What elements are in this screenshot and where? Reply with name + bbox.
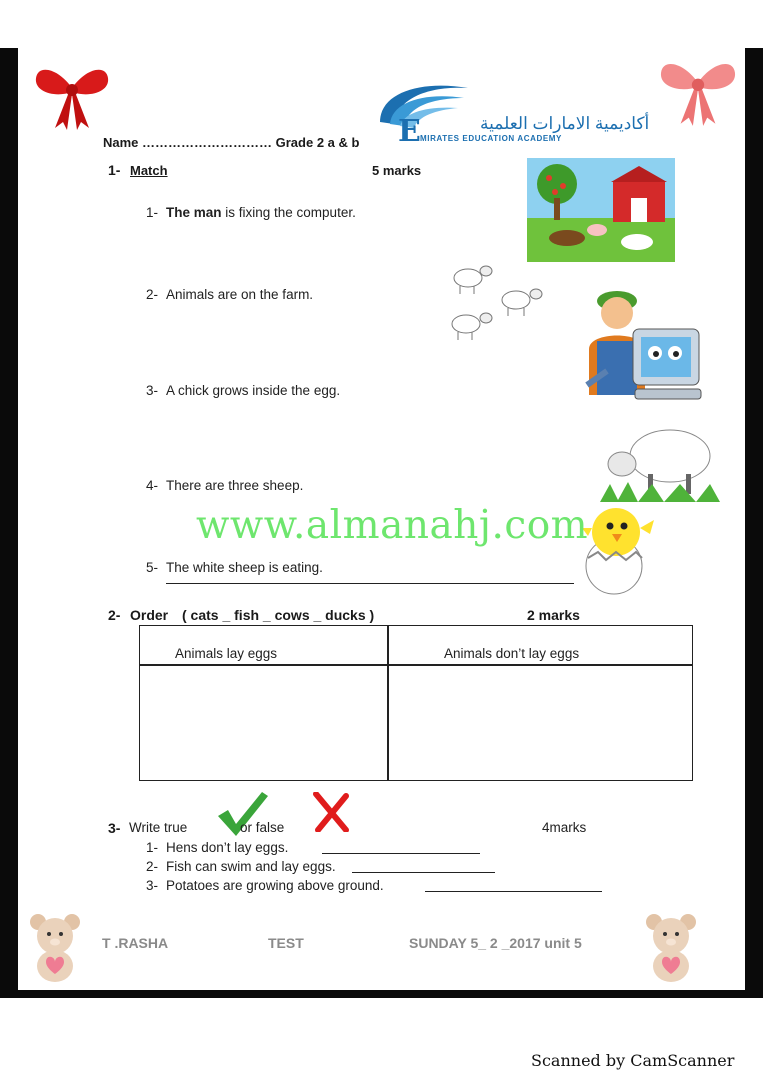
section3-title-false: or false bbox=[240, 820, 285, 835]
three-sheep-picture-icon bbox=[440, 256, 555, 344]
item-number: 5- bbox=[146, 560, 159, 575]
logo-letter: E bbox=[398, 114, 421, 149]
page-border-right bbox=[745, 48, 763, 998]
section3-number: 3- bbox=[108, 820, 121, 836]
item-text: Hens don’t lay eggs. bbox=[166, 840, 289, 855]
teddy-bear-icon bbox=[26, 912, 84, 984]
section3-marks: 4marks bbox=[542, 820, 587, 835]
name-grade-line: Name ………………………… Grade 2 a & b bbox=[103, 135, 360, 150]
match-item-4 bbox=[146, 478, 303, 493]
red-ribbon-icon bbox=[33, 62, 111, 132]
item-number: 2- bbox=[146, 287, 159, 302]
item-text: The white sheep is eating. bbox=[166, 560, 323, 575]
item-text: Animals are on the farm. bbox=[166, 287, 314, 302]
footer-date: SUNDAY 5_ 2 _2017 unit 5 bbox=[409, 935, 582, 951]
match-item-5 bbox=[146, 560, 323, 575]
farm-picture-icon bbox=[527, 158, 675, 262]
watermark-text: www.almanahj.com bbox=[196, 503, 589, 548]
tf-answer-line-1[interactable] bbox=[322, 853, 480, 854]
cross-mark-icon bbox=[312, 792, 350, 832]
page-border-bottom bbox=[0, 990, 763, 998]
item-number: 3- bbox=[146, 383, 159, 398]
answer-line bbox=[166, 583, 574, 584]
chick-in-egg-icon bbox=[582, 502, 662, 596]
section1-title: Match bbox=[130, 163, 168, 178]
tf-item-1 bbox=[146, 840, 288, 855]
tf-item-2 bbox=[146, 859, 336, 874]
section2-words: ( cats _ fish _ cows _ ducks ) bbox=[182, 607, 375, 623]
item-text: A chick grows inside the egg. bbox=[166, 383, 341, 398]
man-fixing-computer-icon bbox=[577, 285, 705, 415]
order-col2-header: Animals don’t lay eggs bbox=[444, 646, 580, 661]
footer-type: TEST bbox=[268, 935, 304, 951]
item-text: There are three sheep. bbox=[166, 478, 304, 493]
lay-eggs-answer-cell[interactable] bbox=[140, 666, 386, 779]
section3-title-true: Write true bbox=[129, 820, 188, 835]
scanner-credit: Scanned by CamScanner bbox=[531, 1051, 735, 1070]
item-number: 4- bbox=[146, 478, 159, 493]
tf-answer-line-2[interactable] bbox=[352, 872, 495, 873]
section2-marks: 2 marks bbox=[527, 607, 580, 623]
section2-title: Order bbox=[130, 607, 169, 623]
pink-ribbon-icon bbox=[658, 56, 738, 128]
section1-marks: 5 marks bbox=[372, 163, 422, 178]
item-number: 1- bbox=[146, 840, 159, 855]
tf-answer-line-3[interactable] bbox=[425, 891, 602, 892]
item-text: Potatoes are growing above ground. bbox=[166, 878, 384, 893]
logo-arabic-text: أكاديمية الامارات العلمية bbox=[480, 114, 650, 133]
item-text: Fish can swim and lay eggs. bbox=[166, 859, 336, 874]
order-table-divider bbox=[387, 625, 389, 781]
order-col1-header: Animals lay eggs bbox=[175, 646, 278, 661]
match-item-1 bbox=[146, 205, 356, 220]
footer-teacher: T .RASHA bbox=[102, 935, 169, 951]
dont-lay-eggs-answer-cell[interactable] bbox=[390, 666, 691, 779]
item-bold-text: The man bbox=[166, 205, 222, 220]
white-sheep-eating-icon bbox=[600, 418, 720, 504]
match-item-2 bbox=[146, 287, 313, 302]
tf-item-3 bbox=[146, 878, 384, 893]
item-number: 2- bbox=[146, 859, 159, 874]
match-item-3 bbox=[146, 383, 340, 398]
item-number: 1- bbox=[146, 205, 159, 220]
section1-number: 1- bbox=[108, 162, 121, 178]
page-border-left bbox=[0, 48, 18, 998]
item-text: is fixing the computer. bbox=[221, 205, 356, 220]
item-number: 3- bbox=[146, 878, 159, 893]
logo-english-text: MIRATES EDUCATION ACADEMY bbox=[420, 134, 562, 143]
section2-number: 2- bbox=[108, 607, 121, 623]
teddy-bear-icon bbox=[642, 912, 700, 984]
